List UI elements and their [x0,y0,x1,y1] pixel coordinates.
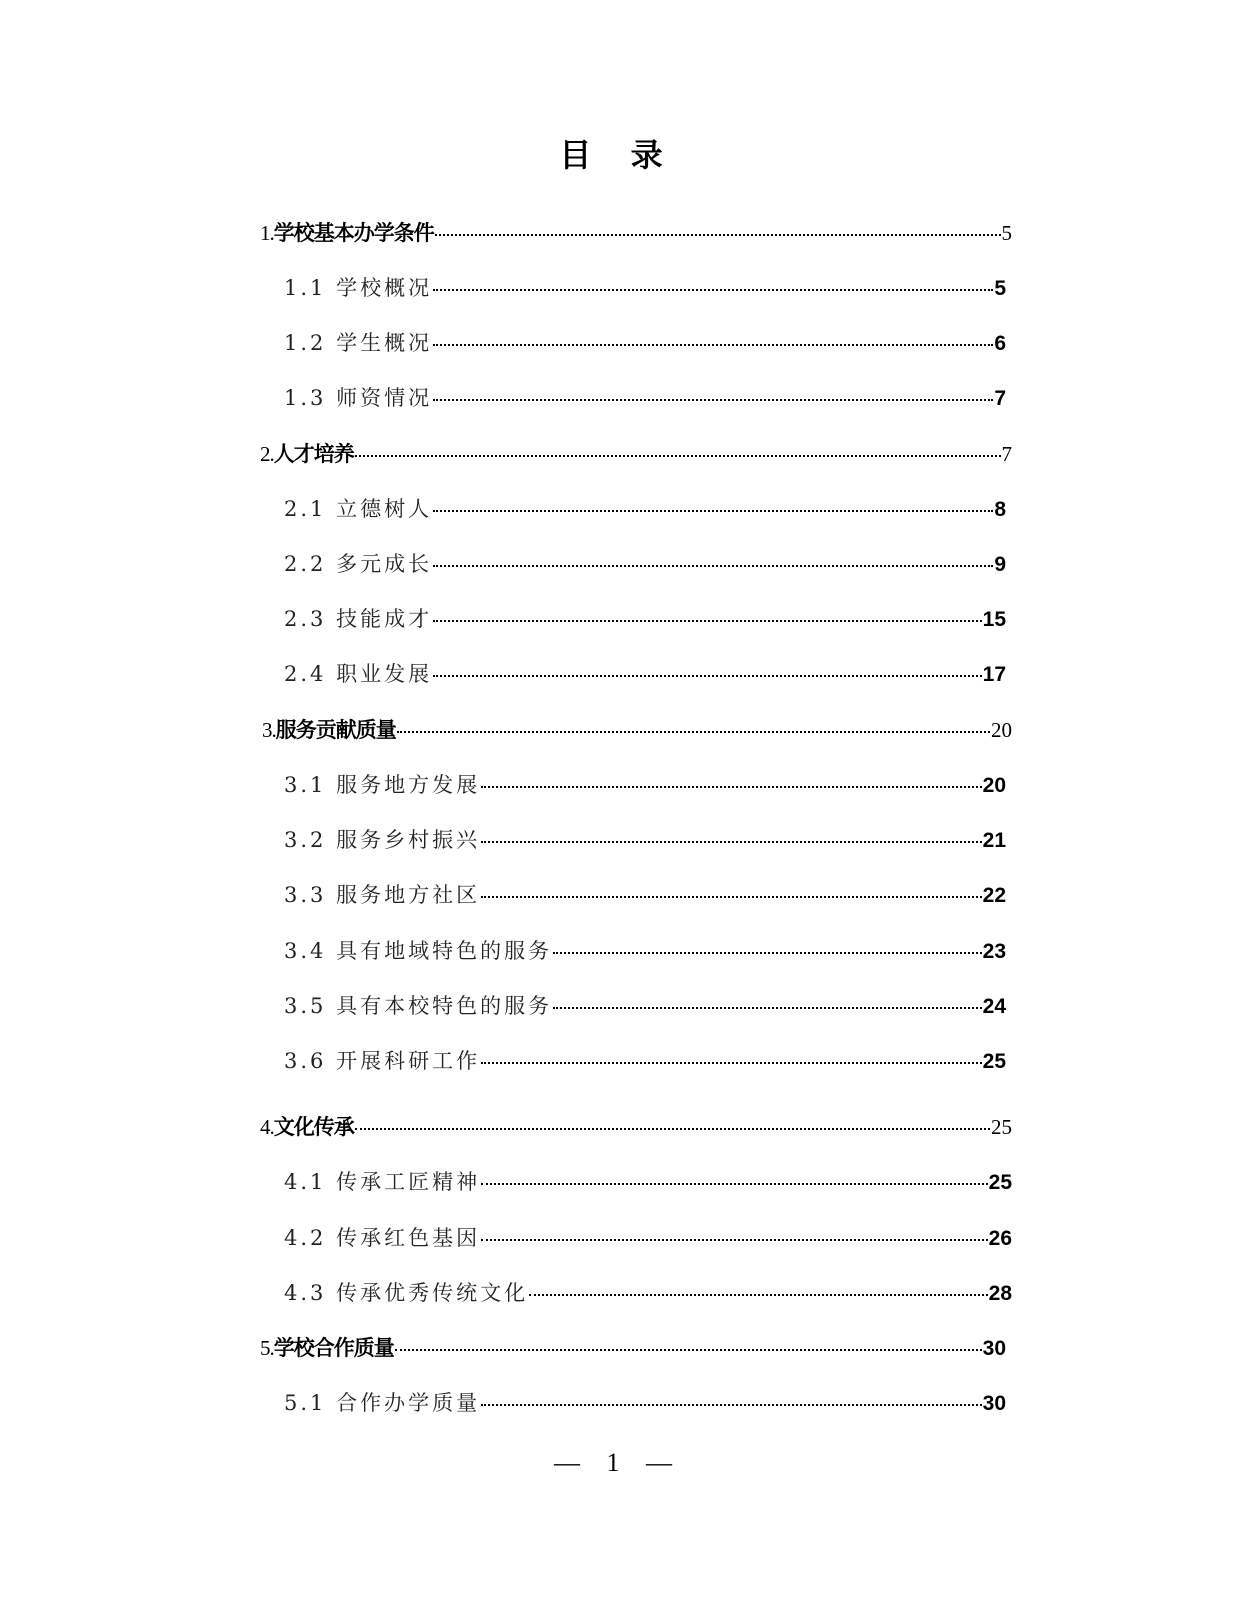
toc-entry-label: 1.3 师资情况 [284,386,433,410]
dot-leader [355,454,1001,457]
dot-leader [433,674,982,677]
dot-leader [433,564,993,567]
toc-entry-label: 3.6 开展科研工作 [284,1049,481,1073]
toc-page-number: 9 [994,553,1006,576]
toc-entry-label: 1.2 学生概况 [284,331,433,355]
toc-entry-label: 2.3 技能成才 [284,607,433,631]
dot-leader [433,288,993,291]
dot-leader [481,840,982,843]
toc-entry[interactable] [262,714,1012,744]
toc-entry[interactable] [284,382,1006,412]
toc-entry-label: 4.文化传承 [260,1115,354,1139]
toc-entry[interactable] [284,824,1006,854]
toc-entry[interactable] [284,327,1006,357]
dot-leader [481,1238,988,1241]
toc-entry-label: 2.2 多元成长 [284,552,433,576]
dot-leader [481,1061,982,1064]
toc-page-number: 24 [982,995,1006,1018]
toc-entry-label: 3.2 服务乡村振兴 [284,828,481,852]
toc-entry-label: 3.1 服务地方发展 [284,773,481,797]
toc-entry[interactable] [284,603,1006,633]
toc-page-number: 7 [994,387,1006,410]
dot-leader [433,398,993,401]
toc-entry-label: 3.服务贡献质量 [262,718,396,742]
toc-entry[interactable] [284,769,1006,799]
toc-entry[interactable] [284,658,1006,688]
dot-leader [433,343,993,346]
dot-leader [435,233,1001,236]
toc-entry-label: 4.2 传承红色基因 [284,1226,481,1250]
toc-page-number: 5 [1001,221,1012,245]
toc-entry-label: 2.4 职业发展 [284,662,433,686]
toc-entry-label: 1.1 学校概况 [284,276,433,300]
toc-entry[interactable] [284,935,1006,965]
toc-entry-label: 2.人才培养 [260,442,354,466]
toc-entry[interactable] [284,1387,1006,1417]
toc-page-number: 8 [994,498,1006,521]
dot-leader [481,895,982,898]
toc-entry-label: 4.1 传承工匠精神 [284,1170,481,1194]
toc-page-number: 22 [982,884,1006,907]
toc-entry[interactable] [284,990,1006,1020]
toc-entry-label: 5.学校合作质量 [260,1336,394,1360]
toc-page-number: 20 [991,718,1012,742]
dot-leader [553,1006,982,1009]
dot-leader [553,951,982,954]
toc-title: 目 录 [559,136,677,174]
toc-page-number: 23 [982,940,1006,963]
dot-leader [355,1127,990,1130]
toc-page-number: 7 [1001,442,1012,466]
page-footer-number: — 1 — [554,1448,682,1477]
toc-page-number: 21 [982,829,1006,852]
dot-leader [529,1293,988,1296]
toc-entry[interactable] [260,438,1012,468]
toc-page-number: 6 [994,332,1006,355]
toc-entry-label: 1.学校基本办学条件 [260,221,434,245]
toc-entry[interactable] [284,1045,1006,1075]
toc-page-number: 30 [982,1337,1006,1360]
toc-page-number: 17 [982,663,1006,686]
toc-entry[interactable] [284,493,1006,523]
toc-entry[interactable] [284,879,1006,909]
toc-entry-label: 3.3 服务地方社区 [284,883,481,907]
toc-entry[interactable] [284,1166,1012,1196]
dot-leader [395,1348,982,1351]
toc-page-number: 15 [982,608,1006,631]
toc-entry[interactable] [260,1111,1012,1141]
toc-entry[interactable] [260,217,1012,247]
dot-leader [481,1403,982,1406]
toc-page-number: 20 [982,774,1006,797]
toc-page-number: 5 [994,277,1006,300]
toc-page-number: 25 [982,1050,1006,1073]
toc-entry[interactable] [284,548,1006,578]
toc-entry-label: 2.1 立德树人 [284,497,433,521]
dot-leader [397,730,990,733]
toc-entry-label: 3.5 具有本校特色的服务 [284,994,553,1018]
toc-page-number: 28 [988,1282,1012,1305]
toc-page-number: 30 [982,1392,1006,1415]
toc-page-number: 25 [991,1115,1012,1139]
toc-entry[interactable] [260,1332,1006,1362]
toc-entry-label: 4.3 传承优秀传统文化 [284,1281,529,1305]
toc-page-number: 25 [988,1171,1012,1194]
toc-entry[interactable] [284,1222,1012,1252]
toc-entry[interactable] [284,1277,1012,1307]
dot-leader [481,1182,988,1185]
toc-page-number: 26 [988,1227,1012,1250]
dot-leader [433,619,982,622]
dot-leader [481,785,982,788]
toc-entry[interactable] [284,272,1006,302]
toc-entry-label: 5.1 合作办学质量 [284,1391,481,1415]
toc-entry-label: 3.4 具有地域特色的服务 [284,939,553,963]
dot-leader [433,509,993,512]
